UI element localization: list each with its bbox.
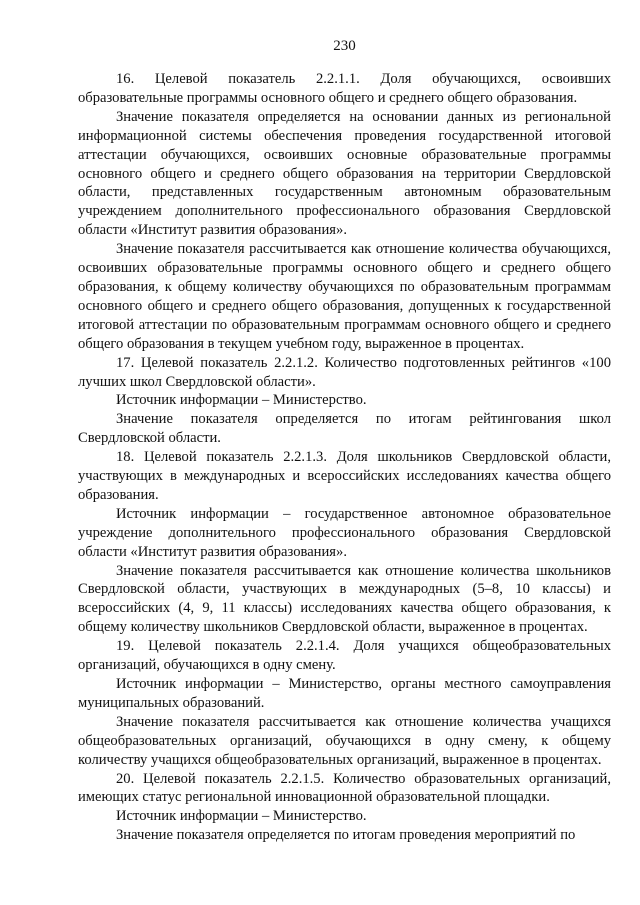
paragraph-indicator-19: 19. Целевой показатель 2.2.1.4. Доля учащихся общеобразовательных организаций, обучающихся в одну смену. bbox=[78, 638, 611, 674]
paragraph-indicator-16: 16. Целевой показатель 2.2.1.1. Доля обучающихся, освоивших образовательные программы основного общего и среднего общего образования. bbox=[78, 71, 611, 106]
page-number: 230 bbox=[333, 38, 356, 54]
paragraph-indicator-18: 18. Целевой показатель 2.2.1.3. Доля школьников Свердловской области, участвующих в международных и всероссийских исследованиях качества общего образования. bbox=[78, 449, 611, 503]
paragraph-indicator-20-source: Источник информации – Министерство. bbox=[116, 808, 367, 825]
paragraph-indicator-19-calculation: Значение показателя рассчитывается как отношение количества учащихся общеобразовательных организаций, обучающихся в одну смену, к общему количеству учащихся общеобразовательных организаций, выраженное в процентах. bbox=[78, 713, 611, 768]
paragraph-indicator-17-calculation: Значение показателя определяется по итогам рейтингования школ Свердловской области. bbox=[78, 411, 611, 447]
paragraph-indicator-20-calculation: Значение показателя определяется по итогам проведения мероприятий по bbox=[116, 827, 576, 844]
paragraph-indicator-19-source: Источник информации – Министерство, органы местного самоуправления муниципальных образований. bbox=[78, 676, 611, 711]
paragraph-indicator-18-calculation: Значение показателя рассчитывается как отношение количества школьников Свердловской области, участвующих в международных (5–8, 10 классы) и всероссийских (4, 9, 11 классы) исследованиях качества общего образования, к общему количеству школьников Свердловской области, выраженное в процентах. bbox=[78, 562, 611, 636]
document-page bbox=[78, 36, 611, 845]
paragraph-indicator-17-source: Источник информации – Министерство. bbox=[116, 392, 367, 409]
paragraph-indicator-16-calculation: Значение показателя рассчитывается как отношение количества обучающихся, освоивших образовательные программы основного общего и среднего общего образования, к общему количеству обучающихся по образовательным программам основного общего и среднего общего образования, допущенных к государственной итоговой аттестации по образовательным программам основного общего и среднего общего образования в текущем учебном году, выраженное в процентах. bbox=[78, 241, 611, 352]
paragraph-indicator-20: 20. Целевой показатель 2.2.1.5. Количество образовательных организаций, имеющих статус региональной инновационной образовательной площадки. bbox=[78, 770, 611, 806]
paragraph-indicator-18-source: Источник информации – государственное автономное образовательное учреждение дополнительного профессионального образования Свердловской области «Институт развития образования». bbox=[78, 505, 611, 560]
paragraph-indicator-17: 17. Целевой показатель 2.2.1.2. Количество подготовленных рейтингов «100 лучших школ Свердловской области». bbox=[78, 354, 611, 390]
paragraph-indicator-16-source: Значение показателя определяется на основании данных из региональной информационной системы обеспечения проведения государственной итоговой аттестации обучающихся, освоивших основные образовательные программы основного общего и среднего общего образования на территории Свердловской области, представленных государственным автономным образовательным учреждением дополнительного профессионального образования Свердловской области «Институт развития образования». bbox=[78, 108, 611, 239]
